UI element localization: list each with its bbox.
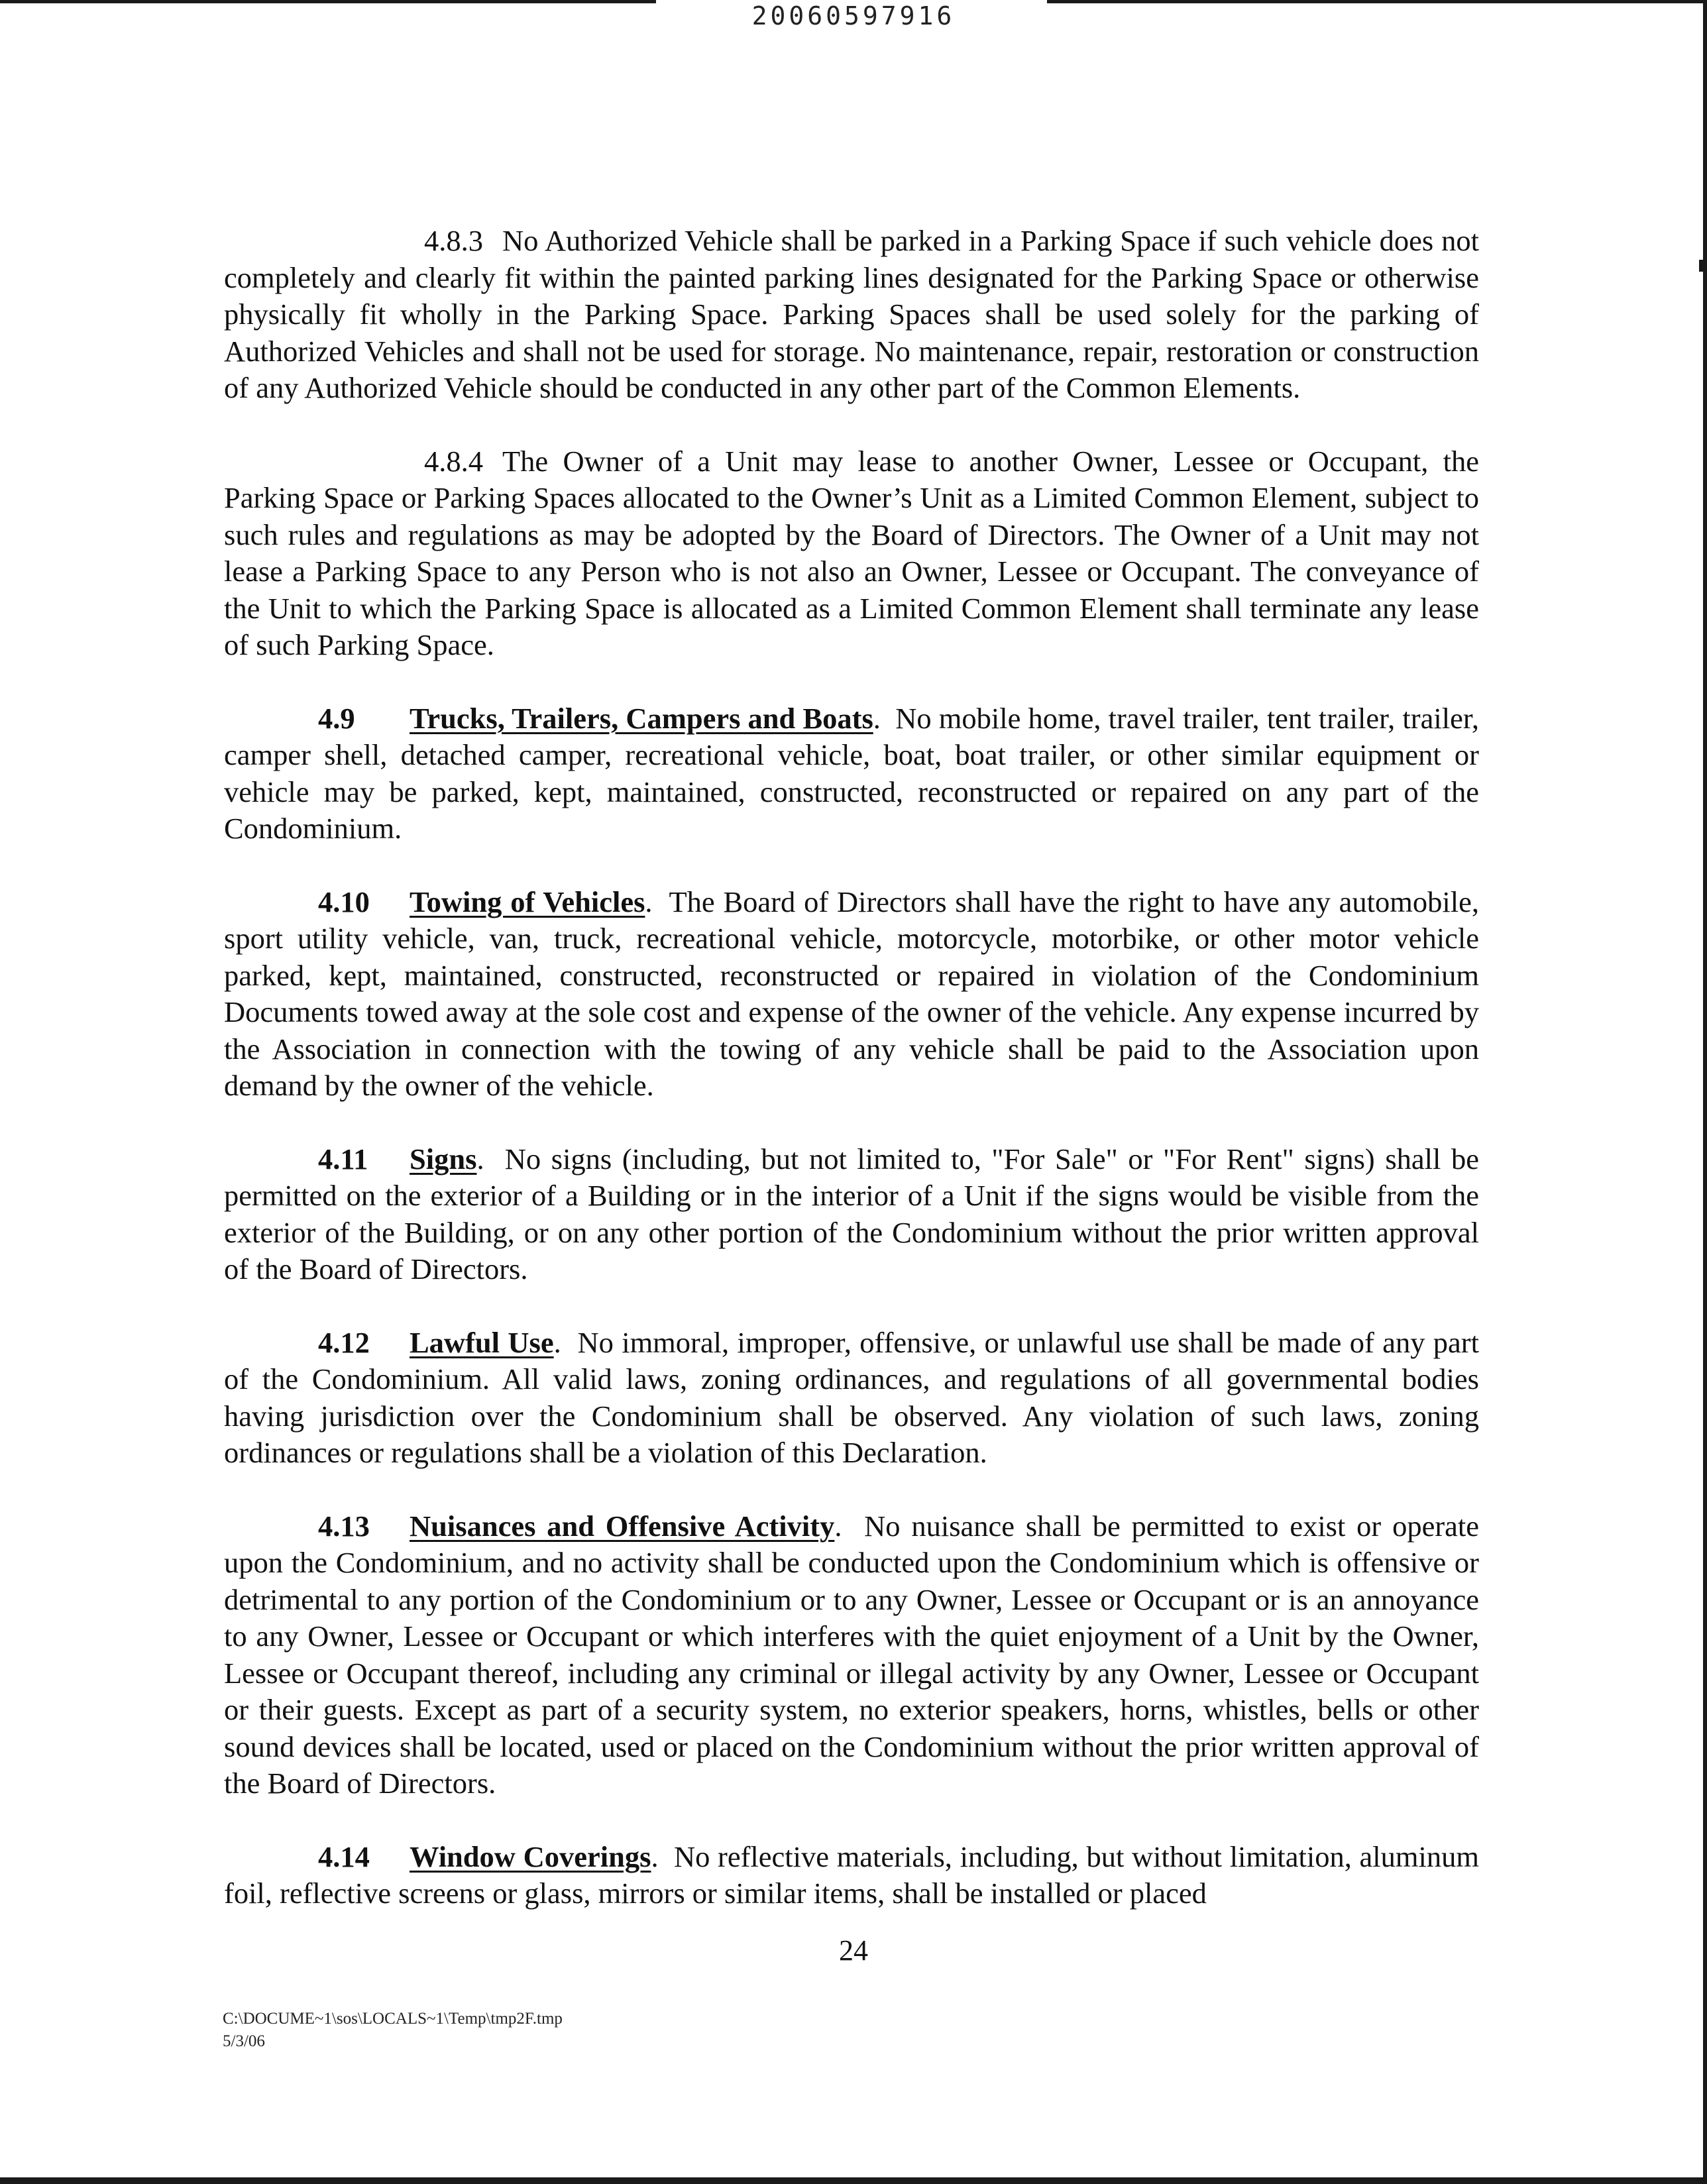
section-number: 4.14 xyxy=(318,1839,370,1873)
page-number: 24 xyxy=(839,1934,868,1967)
document-number: 20060597916 xyxy=(751,1,956,30)
section-heading: Lawful Use xyxy=(410,1325,554,1359)
document-body xyxy=(224,223,1479,1949)
section-number: 4.8.4 xyxy=(424,444,483,478)
section-heading: Nuisances and Offensive Activity xyxy=(410,1509,835,1543)
section-number: 4.13 xyxy=(318,1509,370,1543)
footer-file-path: C:\DOCUME~1\sos\LOCALS~1\Temp\tmp2F.tmp xyxy=(223,2010,563,2028)
paragraph-text: The Owner of a Unit may lease to another Owner, Lessee or Occupant, the Parking Space or Parking Spaces allocated to the Owner’s Unit as a Limited Common Element, subject to such rules and regulations as may be adopted by the Board of Directors. The Owner of a Unit may not lease a Parking Space to any Person who is not also an Owner, Lessee or Occupant. The conveyance of the Unit to which the Parking Space is allocated as a Limited Common Element shall terminate any lease of such Parking Space. xyxy=(224,444,1479,661)
section-number: 4.8.3 xyxy=(424,224,483,257)
paragraph-4-12: 4.12 Lawful Use. No immoral, improper, offensive, or unlawful use shall be made of any part of the Condominium. All valid laws, zoning ordinances, and regulations of all governmental bodies having jurisdiction over the Condominium shall be observed. Any violation of such laws, zoning ordinances or regulations shall be a violation of this Declaration. xyxy=(224,1325,1479,1469)
section-number: 4.10 xyxy=(318,885,370,918)
paragraph-text: No nuisance shall be permitted to exist or operate upon the Condominium, and no activity shall be conducted upon the Condominium which is offensive or detrimental to any portion of the Condominium or to any Owner, Lessee or Occupant or is an annoyance to any Owner, Lessee or Occupant or which interferes with the quiet enjoyment of a Unit by the Owner, Lessee or Occupant thereof, including any criminal or illegal activity by any Owner, Lessee or Occupant or their guests. Except as part of a security system, no exterior speakers, horns, whistles, bells or other sound devices shall be located, used or placed on the Condominium without the prior written approval of the Board of Directors. xyxy=(224,1509,1480,1800)
paragraph-4-11: 4.11 Signs. No signs (including, but not limited to, "For Sale" or "For Rent" signs) shall be permitted on the exterior of a Building or in the interior of a Unit if the signs would be visible from the exterior of the Building, or on any other portion of the Condominium without the prior written approval of the Board of Directors. xyxy=(224,1142,1479,1285)
section-heading: Towing of Vehicles xyxy=(410,885,645,918)
paragraph-4-14: 4.14 Window Coverings. No reflective materials, including, but without limitation, aluminum foil, reflective screens or glass, mirrors or similar items, shall be installed or placed xyxy=(224,1839,1480,1910)
section-number: 4.11 xyxy=(318,1142,368,1175)
scan-right-border xyxy=(1703,0,1707,2184)
section-heading: Window Coverings xyxy=(410,1839,651,1873)
paragraph-4-13: 4.13 Nuisances and Offensive Activity. No nuisance shall be permitted to exist or operate upon the Condominium, and no activity shall be conducted upon the Condominium which is offensive or detrimental to any portion of the Condominium or to any Owner, Lessee or Occupant or is an annoyance to any Owner, Lessee or Occupant or which interferes with the quiet enjoyment of a Unit by the Owner, Lessee or Occupant thereof, including any criminal or illegal activity by any Owner, Lessee or Occupant or their guests. Except as part of a security system, no exterior speakers, horns, whistles, bells or other sound devices shall be located, used or placed on the Condominium without the prior written approval of the Board of Directors. xyxy=(224,1509,1480,1800)
paragraph-text: No mobile home, travel trailer, tent trailer, trailer, camper shell, detached camper, recreational vehicle, boat, boat trailer, or other similar equipment or vehicle may be parked, kept, maintained, constructed, reconstructed or repaired on any part of the Condominium. xyxy=(224,701,1480,845)
paragraph-4-9: 4.9 Trucks, Trailers, Campers and Boats. No mobile home, travel trailer, tent trailer, trailer, camper shell, detached camper, recreational vehicle, boat, boat trailer, or other similar equipment or vehicle may be parked, kept, maintained, constructed, reconstructed or repaired on any part of the Condominium. xyxy=(224,701,1480,845)
footer-date: 5/3/06 xyxy=(223,2032,265,2050)
paragraph-text: The Board of Directors shall have the right to have any automobile, sport utility vehicle, van, truck, recreational vehicle, motorcycle, motorbike, or other motor vehicle parked, kept, maintained, constructed, reconstructed or repaired in violation of the Condominium Documents towed away at the sole cost and expense of the owner of the vehicle. Any expense incurred by the Association in connection with the towing of any vehicle shall be paid to the Association upon demand by the owner of the vehicle. xyxy=(224,885,1479,1102)
section-heading: Signs xyxy=(410,1142,477,1175)
section-number: 4.12 xyxy=(318,1325,370,1359)
paragraph-4-8-4 xyxy=(224,443,1479,664)
section-heading: Trucks, Trailers, Campers and Boats xyxy=(410,701,873,735)
paragraph-text: No signs (including, but not limited to, "For Sale" or "For Rent" signs) shall be permitted on the exterior of a Building or in the interior of a Unit if the signs would be visible from the exterior of the Building, or on any other portion of the Condominium without the prior written approval of the Board of Directors. xyxy=(224,1142,1479,1285)
scan-bottom-border xyxy=(0,2177,1707,2184)
paragraph-text: No Authorized Vehicle shall be parked in a Parking Space if such vehicle does not completely and clearly fit within the painted parking lines designated for the Parking Space or otherwise physically fit wholly in the Parking Space. Parking Spaces shall be used solely for the parking of Authorized Vehicles and shall not be used for storage. No maintenance, repair, restoration or construction of any Authorized Vehicle should be conducted in any other part of the Common Elements. xyxy=(224,224,1479,404)
paragraph-text: No immoral, improper, offensive, or unlawful use shall be made of any part of the Condominium. All valid laws, zoning ordinances, and regulations of all governmental bodies having jurisdiction over the Condominium shall be observed. Any violation of such laws, zoning ordinances or regulations shall be a violation of this Declaration. xyxy=(224,1325,1479,1469)
paragraph-4-8-3 xyxy=(224,223,1479,407)
paragraph-text: No reflective materials, including, but without limitation, aluminum foil, reflective screens or glass, mirrors or similar items, shall be installed or placed xyxy=(224,1839,1480,1910)
paragraph-4-10: 4.10 Towing of Vehicles. The Board of Directors shall have the right to have any automobile, sport utility vehicle, van, truck, recreational vehicle, motorcycle, motorbike, or other motor vehicle parked, kept, maintained, constructed, reconstructed or repaired in violation of the Condominium Documents towed away at the sole cost and expense of the owner of the vehicle. Any expense incurred by the Association in connection with the towing of any vehicle shall be paid to the Association upon demand by the owner of the vehicle. xyxy=(224,885,1479,1102)
section-number: 4.9 xyxy=(318,701,355,735)
scan-edge-mark xyxy=(1699,260,1703,272)
